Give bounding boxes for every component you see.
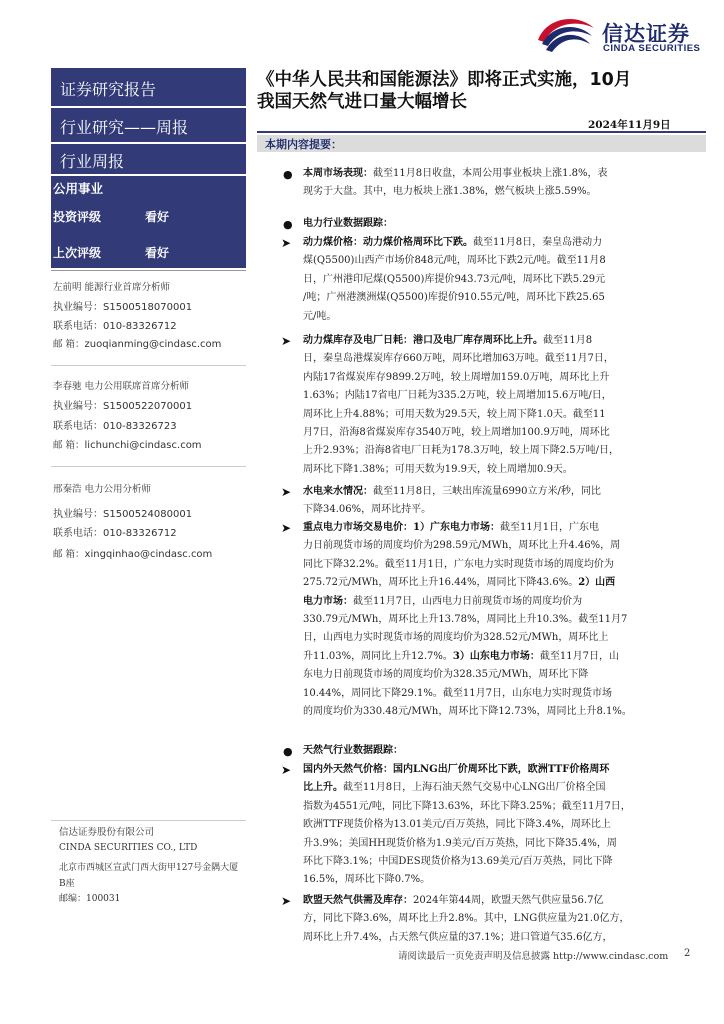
- coal-inventory-paragraph: [303, 332, 686, 479]
- market-performance-paragraph: [303, 165, 686, 202]
- company-address-2: B座: [59, 879, 75, 889]
- p6-line: 同比下降32.2%。截至11月1日，广东电力实时现货市场的周度均价为: [303, 558, 614, 570]
- title-rule: [257, 131, 706, 133]
- rating-box: [51, 176, 246, 268]
- analyst-email-row: [53, 546, 212, 560]
- arrow-bullet-icon: ➤: [281, 521, 292, 535]
- company-divider: [51, 820, 246, 821]
- analyst-license: 执业编号：S1500522070001: [53, 401, 193, 412]
- report-type-label: 证券研究报告: [60, 80, 157, 99]
- cinda-emblem-icon: [532, 14, 598, 56]
- p8-line: 截至11月8日，上海石油天然气交易中心LNG出厂价格全国: [343, 782, 606, 794]
- p4-line: 截至11月8: [543, 335, 593, 346]
- hydro-paragraph: [303, 483, 686, 520]
- p8-line: 16.5%，周环比下降0.7%。: [303, 874, 431, 886]
- p4-line: 月7日，沿海8省煤炭库存3540万吨，较上周增加100.9万吨，周环比: [303, 427, 610, 439]
- logo-text-cn: 信达证券: [602, 22, 690, 46]
- logo-text-en: CINDA SECURITIES: [603, 43, 701, 54]
- analyst-email-row: [53, 437, 202, 451]
- category-box: [51, 108, 246, 142]
- p6-subheading: 电力市场：: [303, 595, 353, 607]
- analyst-phone: 联系电话：010-83326712: [53, 528, 177, 539]
- eu-gas-paragraph: [303, 892, 686, 947]
- p4-line: 周环比下降1.38%；可用天数为19.9天，较上周增加0.9天。: [303, 463, 573, 475]
- p8-heading: 比上升。: [303, 782, 343, 794]
- analyst-email-row: [53, 336, 221, 350]
- rating-value: 看好: [145, 210, 170, 224]
- company-name-cn: 信达证券股份有限公司: [59, 827, 155, 838]
- analyst-phone: 联系电话：010-83326723: [53, 421, 177, 432]
- report-title-line-2: 我国天然气进口量大幅增长: [257, 92, 467, 112]
- p8-line: 指数为4551元/吨，同比下降13.63%，环比下降3.25%；截至11月7日，: [303, 800, 631, 812]
- sub-category-box: [51, 144, 246, 174]
- sub-category-label: 行业周报: [60, 152, 125, 171]
- p8-line: 升3.9%；美国HH现货价格为1.9美元/百万英热，同比下降35.4%，周: [303, 837, 617, 849]
- p3-heading: 动力煤价格：动力煤价格周环比下跌。: [303, 237, 473, 248]
- analyst-license: 执业编号：S1500524080001: [53, 509, 193, 520]
- gas-section-heading: [303, 742, 686, 760]
- p5-line: 截至11月8日，三峡出库流量6990立方米/秒，同比: [373, 486, 601, 497]
- p3-line: 截至11月8日，秦皇岛港动力: [473, 237, 603, 248]
- p6-heading: 重点电力市场交易电价：1）广东电力市场：: [303, 522, 500, 533]
- p6-line: 10.44%，周同比下降29.1%。截至11月7日，山东电力实时现货市场: [303, 687, 612, 699]
- p5-heading: 水电来水情况：: [303, 486, 373, 497]
- p1-heading: 本周市场表现：: [303, 168, 373, 179]
- p4-line: 上升2.93%；沿海8省电厂日耗为178.3万吨，较上周下降2.5万吨/日，: [303, 445, 620, 457]
- summary-label: 本期内容提要：: [265, 138, 342, 151]
- cinda-logo: [532, 14, 707, 56]
- p7-heading: 天然气行业数据跟踪：: [303, 745, 403, 756]
- p6-line: 的周度均价为330.48元/MWh，周环比下降12.73%，周同比上升8.1%。: [303, 706, 632, 718]
- company-postcode: 邮编：100031: [59, 894, 121, 904]
- p4-heading: 动力煤库存及电厂日耗：港口及电厂库存周环比上升。: [303, 335, 543, 346]
- analyst-title: 左前明 能源行业首席分析师: [53, 282, 171, 293]
- p4-line: 日，秦皇岛港煤炭库存660万吨，周环比增加63万吨。截至11月7日，: [303, 353, 614, 365]
- analyst-title: 邢秦浩 电力公用分析师: [53, 484, 152, 495]
- p9-line: 方，同比下降3.6%，周环比上升2.8%。其中，LNG供应量为21.0亿方，: [303, 913, 630, 925]
- p6-subheading: 2）山西: [578, 577, 616, 589]
- arrow-bullet-icon: ➤: [281, 485, 292, 499]
- gas-price-paragraph: [303, 761, 686, 890]
- bullet-dot-icon: ●: [283, 218, 293, 231]
- arrow-bullet-icon: ➤: [281, 334, 292, 348]
- p5-line: 下降34.06%，周环比持平。: [303, 504, 432, 516]
- coal-price-paragraph: [303, 234, 686, 326]
- p6-line: 截至11月1日，广东电: [499, 522, 600, 533]
- p1-line: 现劣于大盘。其中，电力板块上涨1.38%，燃气板块上涨5.59%。: [303, 186, 597, 198]
- p6-line: 截至11月7日，山西电力日前现货市场的周度均价为: [353, 595, 583, 607]
- p6-line: 力日前现货市场的周度均价为298.59元/MWh，周环比上升4.46%，周: [303, 540, 621, 552]
- analyst-email[interactable]: xingqinhao@cindasc.com: [84, 549, 213, 560]
- p4-line: 内陆17省煤炭库存9899.2万吨，较上周增加159.0万吨，周环比上升: [303, 371, 610, 383]
- p6-line: 截至11月7日，山: [539, 650, 619, 662]
- p8-line: 环比下降3.1%；中国DES现货价格为13.69美元/百万英热，同比下降: [303, 856, 613, 868]
- analyst-title: 李春驰 电力公用联席首席分析师: [53, 381, 190, 392]
- p4-line: 1.63%；内陆17省电厂日耗为335.2万吨，较上周增加15.6万吨/日，: [303, 390, 612, 402]
- p8-line: 欧洲TTF现货价格为13.01美元/百万英热，同比下降3.4%，周环比上: [303, 819, 611, 831]
- company-address: 北京市西城区宣武门西大街甲127号金隅大厦: [59, 863, 239, 873]
- power-section-heading: [303, 215, 686, 233]
- analyst-email[interactable]: zuoqianming@cindasc.com: [84, 339, 222, 350]
- p6-line: 东电力日前现货市场的周度均价为328.35元/MWh，周环比下降: [303, 669, 589, 681]
- prev-rating-label: 上次评级: [53, 246, 102, 260]
- report-type-box: [51, 68, 246, 106]
- category-label: 行业研究——周报: [60, 118, 189, 137]
- sidebar-divider: [51, 270, 246, 271]
- p3-line: 煤(Q5500)山西产市场价848元/吨，周环比下跌2元/吨。截至11月8: [303, 255, 606, 267]
- p9-heading: 欧盟天然气供需及库存：: [303, 895, 413, 906]
- analyst-email[interactable]: lichunchi@cindasc.com: [84, 440, 202, 451]
- footer-disclaimer[interactable]: 请阅读最后一页免责声明及信息披露 http://www.cindasc.com: [398, 951, 669, 962]
- analyst-divider: [51, 365, 246, 366]
- p6-line: 275.72元/MWh，周环比上升16.44%，周同比下降43.6%。: [303, 577, 579, 589]
- analyst-email-label: 邮 箱：: [53, 440, 85, 451]
- company-name-en: CINDA SECURITIES CO., LTD: [59, 843, 198, 853]
- p3-line: 日，广州港印尼煤(Q5500)库提价943.73元/吨，周环比下跌5.29元: [303, 273, 606, 285]
- analyst-license: 执业编号：S1500518070001: [53, 302, 193, 313]
- report-title-line-1: 《中华人民共和国能源法》即将正式实施，10月: [257, 70, 632, 90]
- analyst-email-label: 邮 箱：: [53, 549, 85, 560]
- page-number: 2: [684, 948, 691, 959]
- bullet-dot-icon: ●: [283, 168, 293, 181]
- p8-heading: 国内外天然气价格：国内LNG出厂价周环比下跌，欧洲TTF价格周环: [303, 764, 610, 775]
- p9-line: 2024年第44周，欧盟天然气供应量56.7亿: [413, 895, 604, 906]
- electricity-price-paragraph: [303, 519, 686, 721]
- p3-line: 元/吨。: [303, 310, 337, 322]
- analyst-email-label: 邮 箱：: [53, 339, 85, 350]
- sector-label: 公用事业: [53, 181, 104, 196]
- p6-line: 升11.03%，周同比上升12.7%。: [303, 650, 453, 662]
- p3-line: /吨；广州港澳洲煤(Q5500)库提价910.55元/吨，周环比下跌25.65: [303, 292, 605, 304]
- bullet-dot-icon: ●: [283, 745, 293, 758]
- prev-rating-value: 看好: [145, 246, 170, 260]
- p6-line: 日，山西电力实时现货市场的周度均价为328.52元/MWh，周环比上: [303, 632, 609, 644]
- arrow-bullet-icon: ➤: [281, 763, 292, 777]
- p2-heading: 电力行业数据跟踪：: [303, 218, 393, 229]
- rating-label: 投资评级: [53, 210, 102, 224]
- p9-line: 周环比上升7.4%，占天然气供应量的37.1%；进口管道气35.6亿方，: [303, 931, 613, 943]
- analyst-divider: [51, 466, 246, 467]
- report-date: 2024年11月9日: [588, 119, 671, 131]
- summary-header: [257, 135, 706, 152]
- p1-line: 截至11月8日收盘，本周公用事业板块上涨1.8%，表: [373, 168, 608, 179]
- arrow-bullet-icon: ➤: [281, 236, 292, 250]
- p6-subheading: 3）山东电力市场：: [452, 650, 540, 662]
- analyst-phone: 联系电话：010-83326712: [53, 321, 177, 332]
- p4-line: 周环比上升4.88%；可用天数为29.5天，较上周下降1.0天。截至11: [303, 408, 606, 420]
- arrow-bullet-icon: ➤: [281, 894, 292, 908]
- p6-line: 330.79元/MWh，周环比上升13.78%，周同比上升10.3%。截至11月7: [303, 614, 628, 626]
